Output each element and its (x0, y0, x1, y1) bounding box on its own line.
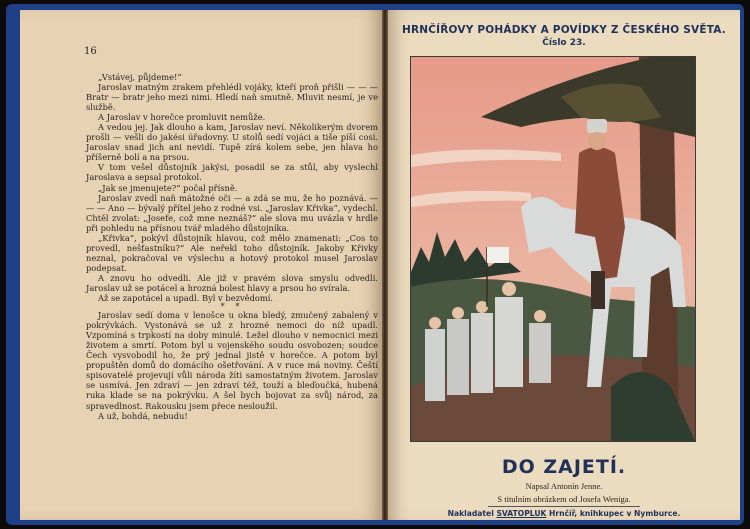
paragraph: A Jaroslav v horečce promluvit nemůže. (98, 112, 266, 123)
publisher-prefix: Nakladatel (447, 509, 494, 518)
illustration-drawing (411, 57, 695, 441)
soldier-head (534, 310, 546, 322)
paragraph: Jaroslav sedí doma v lenošce u okna bledý, zmučený zabalený v pokrývkách. Vystonává se už z hrozné nemoci do níž upadl. Vzpomíná s trpkostí na doby minulé. Ležel dlouho v nemocnici mezi životem a smrtí. Potom byl u vojenského soudu osvobozen; soudce Čech vysvobodil ho, že prý jednal jistě v horečce. A potom byl propuštěn domů do domácího ošetřování. A v ruce má noviny. Čeští spisovatelé projevují vůli národa žíti samostatným životem. Jaroslav se usmívá. Jen zdraví — jen zdraví též, touží a bleďoučká, hubená ruka klade se na pokrývku. A šel bych bojovat za svůj národ, za spravedlnost. Rakousku jsem přece neslouž̌il. (86, 310, 378, 411)
rider-hat (587, 119, 607, 133)
series-title: HRNČÍŘOVY POHÁDKY A POVÍDKY Z ČESKÉHO SVĚTA. (401, 24, 726, 36)
publisher-line (388, 509, 740, 518)
soldier (471, 313, 493, 393)
issue-number: Číslo 23. (542, 38, 586, 48)
paragraph: Až se zapotácel a upadl. Byl v bezvědomí. (98, 293, 274, 304)
page-number: 16 (84, 46, 97, 57)
soldier-head (429, 317, 441, 329)
soldier-head (452, 307, 464, 319)
paragraph: Jaroslav zvedl naň mátožné oči — a zdá se mu, že ho poznává. — — — Ano — bývalý přítel jeho z rodné vsi. „Jaroslav Křivka“, vydechl. Chtěl zvolat: „Josefe, což mne neznáš?“ ale slova mu uvázla v hrdle při pohledu na přísnou tvář mladého důstojníka. (86, 192, 378, 233)
soldier (425, 329, 445, 401)
rider-boot (591, 271, 605, 309)
soldier-head (476, 301, 488, 313)
paragraph: A vedou jej. Jak dlouho a kam, Jaroslav neví. Několikerým dvorem prošli — vešli do jakési úřadovny. U stolů sedí vojáci a tiše píší cosi. Jaroslav snad jich ani nevidí. Tupě zírá kolem sebe, jen hlava ho příšerně bolí a na prsou. (86, 122, 378, 163)
publisher-suffix: Hrnčíř, knihkupec v Nymburce. (549, 509, 681, 518)
section-break-stars: * * (220, 301, 244, 312)
paragraph: „Křivka“, pokývl důstojník hlavou, což mělo znamenati: „Cos to provedl, nešťastníku?“ Ale neřekl toho důstojník. Jakoby Křivky neznal, pokračoval ve výslechu a hotový protokol musel Jaroslav podepsat. (86, 232, 378, 273)
divider (488, 506, 640, 507)
soldier (447, 319, 469, 395)
paragraph: A už, bohdá, nebudu! (98, 410, 188, 421)
paragraph: „Vstávej, půjdeme!“ (98, 72, 182, 82)
left-page (20, 10, 382, 520)
cover-illustration (410, 56, 696, 442)
paragraph: „Jak se jmenujete?“ počal přísně. (98, 182, 238, 193)
paragraph: V tom vešel důstojník jakýsi, posadil se za stůl, aby vyslechl Jaroslava a sepsal protokol. (86, 162, 378, 183)
publisher-name: SVATOPLUK (496, 509, 547, 518)
title-page (388, 10, 740, 520)
soldier (495, 297, 523, 387)
author-line: Napsal Antonín Jenne. (525, 481, 603, 491)
illustrator-line: S titulním obrázkem od Josefa Weniga. (497, 494, 631, 504)
paragraph: A znovu ho odvedli. Ale již v pravém slova smyslu odvedli. Jaroslav už se potácel a hrozná bolest hlavy a prsou ho svírala. (86, 272, 378, 293)
rider-head (588, 132, 606, 150)
soldier-head (502, 282, 516, 296)
soldier (529, 323, 551, 383)
paragraph: Jaroslav matným zrakem přehlédl vojáky, kteří proň přišli — — — Bratr — bratr jeho mezi nimi. Hledí naň smutně. Mluvit nesmí, je ve službě. (86, 82, 378, 113)
white-flag (487, 247, 509, 263)
book-title: DO ZAJETÍ. (501, 456, 627, 478)
story-text (86, 72, 378, 421)
